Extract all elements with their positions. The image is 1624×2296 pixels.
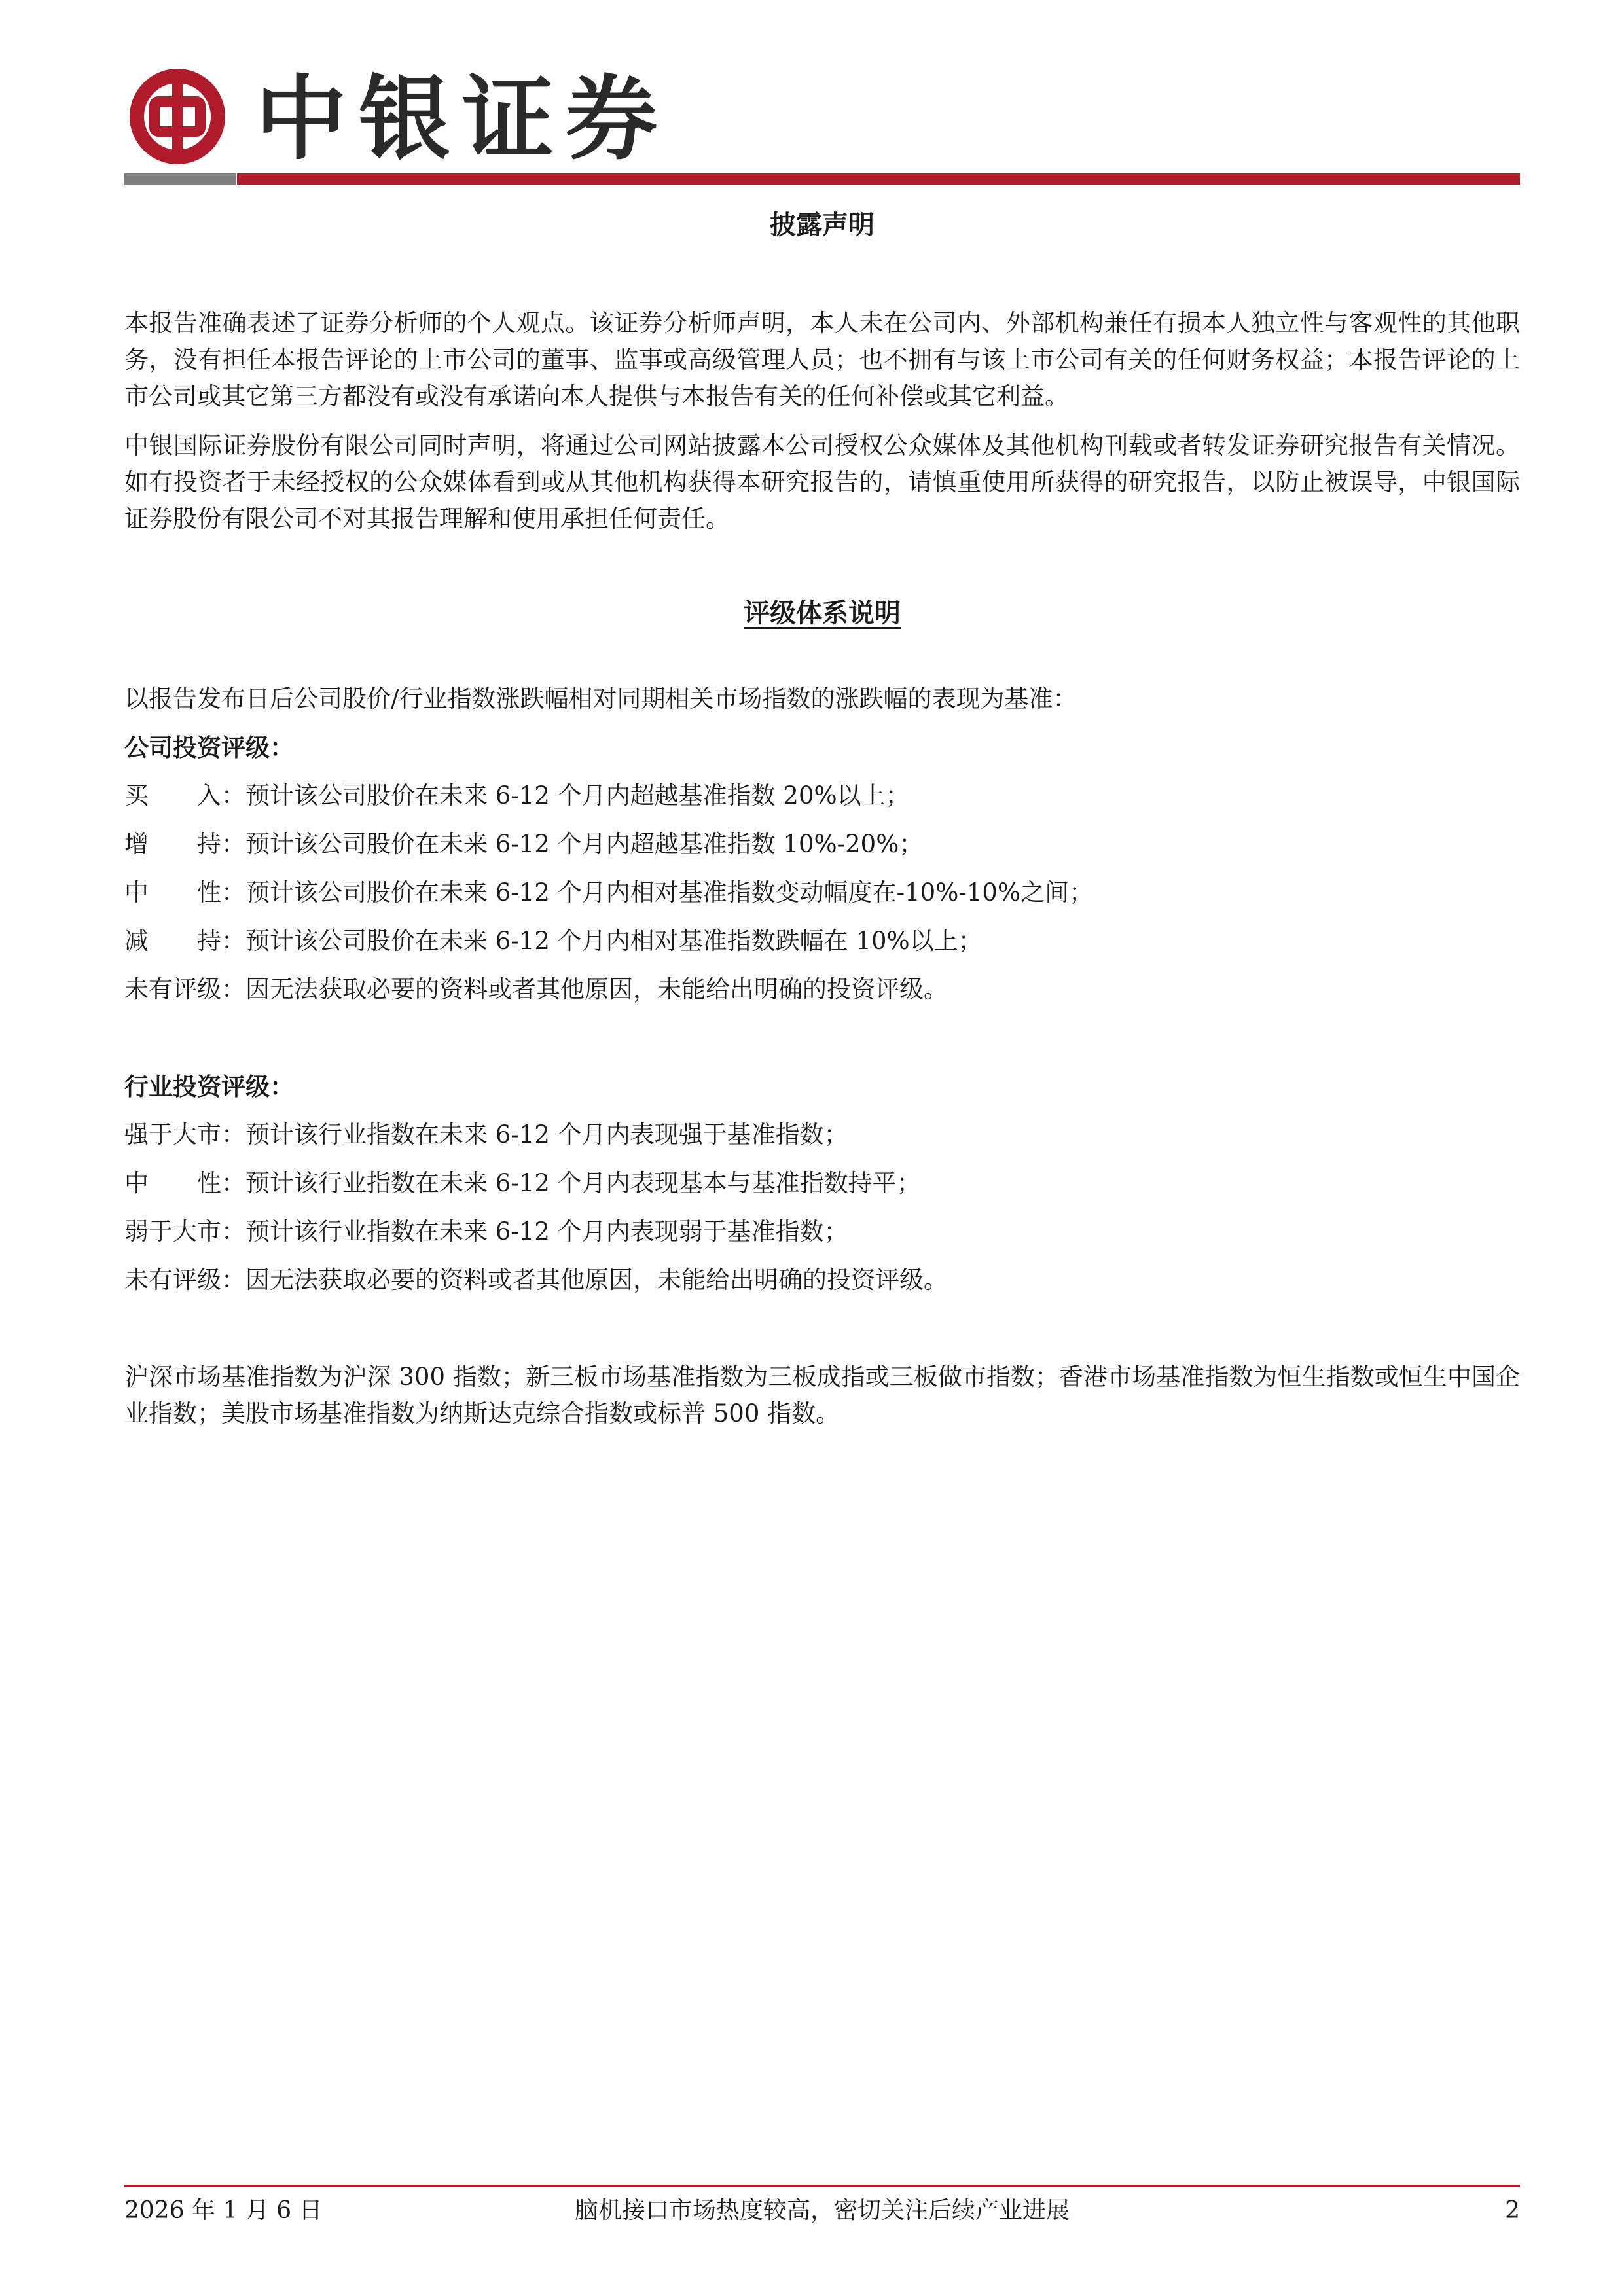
industry-rating-outperform (124, 1117, 1520, 1153)
disclosure-paragraph-2: 中银国际证券股份有限公司同时声明，将通过公司网站披露本公司授权公众媒体及其他机构刊载或者转发证券研究报告有关情况。如有投资者于未经授权的公众媒体看到或从其他机构获得本研究报告的，请慎重使用所获得的研究报告，以防止被误导，中银国际证券股份有限公司不对其报告理解和使用承担任何责任。 (124, 431, 1520, 533)
industry-rating-heading: 行业投资评级： (124, 1072, 294, 1101)
rating-text: 预计该公司股价在未来 6-12 个月内超越基准指数 20%以上； (245, 781, 910, 810)
rating-intro: 以报告发布日后公司股价/行业指数涨跌幅相对同期相关市场指数的涨跌幅的表现为基准： (124, 685, 1077, 713)
rating-text: 预计该公司股价在未来 6-12 个月内相对基准指数跌幅在 10%以上； (245, 927, 983, 955)
company-rating-reduce (124, 923, 1520, 960)
industry-rating-neutral (124, 1165, 1520, 1202)
rating-text: 预计该公司股价在未来 6-12 个月内超越基准指数 10%-20%； (245, 830, 924, 858)
footer-report-title: 脑机接口市场热度较高，密切关注后续产业进展 (574, 2197, 1070, 2224)
rating-sep: ： (221, 975, 245, 1003)
rating-label: 强于大市 (124, 1121, 221, 1149)
rating-label: 中性 (124, 1169, 221, 1197)
footer-page-number: 2 (1505, 2197, 1520, 2224)
header-rule-gray (124, 173, 236, 185)
rating-text: 预计该行业指数在未来 6-12 个月内表现弱于基准指数； (245, 1217, 848, 1246)
brand-name: 中银证券 (255, 65, 670, 173)
rating-label: 增持 (124, 830, 221, 858)
rating-sep: ： (221, 927, 245, 955)
company-rating-accumulate (124, 826, 1520, 863)
rating-text: 预计该公司股价在未来 6-12 个月内相对基准指数变动幅度在-10%-10%之间； (245, 878, 1094, 906)
rating-sep: ： (221, 1266, 245, 1294)
header-rule-red (237, 173, 1520, 185)
rating-sep: ： (221, 1217, 245, 1246)
rating-label: 买入 (124, 781, 221, 810)
company-rating-neutral (124, 874, 1520, 911)
rating-sep: ： (221, 878, 245, 906)
rating-title (124, 592, 1520, 630)
rating-title-text: 评级体系说明 (744, 598, 901, 628)
industry-rating-not-rated (124, 1262, 1520, 1299)
rating-label: 未有评级 (124, 1266, 221, 1294)
rating-sep: ： (221, 1169, 245, 1197)
rating-text: 预计该行业指数在未来 6-12 个月内表现强于基准指数； (245, 1121, 848, 1149)
rating-sep: ： (221, 830, 245, 858)
rating-label: 未有评级 (124, 975, 221, 1003)
bank-of-china-logo-icon (128, 67, 226, 166)
rating-sep: ： (221, 1121, 245, 1149)
company-rating-heading: 公司投资评级： (124, 733, 294, 762)
rating-label: 中性 (124, 878, 221, 906)
page-footer (124, 2193, 1520, 2232)
rating-label: 减持 (124, 927, 221, 955)
benchmark-note: 沪深市场基准指数为沪深 300 指数；新三板市场基准指数为三板成指或三板做市指数；香港市场基准指数为恒生指数或恒生中国企业指数；美股市场基准指数为纳斯达克综合指数或标普 500 指数。 (124, 1363, 1520, 1427)
disclosure-paragraph-1: 本报告准确表述了证券分析师的个人观点。该证券分析师声明，本人未在公司内、外部机构兼任有损本人独立性与客观性的其他职务，没有担任本报告评论的上市公司的董事、监事或高级管理人员；也不拥有与该上市公司有关的任何财务权益；本报告评论的上市公司或其它第三方都没有或没有承诺向本人提供与本报告有关的任何补偿或其它利益。 (124, 309, 1520, 410)
disclosure-title: 披露声明 (770, 209, 875, 240)
company-rating-not-rated (124, 971, 1520, 1008)
rating-sep: ： (221, 781, 245, 810)
footer-date: 2026 年 1 月 6 日 (124, 2197, 323, 2224)
rating-text: 预计该行业指数在未来 6-12 个月内表现基本与基准指数持平； (245, 1169, 921, 1197)
rating-text: 因无法获取必要的资料或者其他原因，未能给出明确的投资评级。 (245, 1266, 948, 1294)
industry-rating-underperform (124, 1213, 1520, 1250)
company-rating-buy (124, 778, 1520, 814)
rating-text: 因无法获取必要的资料或者其他原因，未能给出明确的投资评级。 (245, 975, 948, 1003)
footer-rule (124, 2185, 1520, 2187)
rating-label: 弱于大市 (124, 1217, 221, 1246)
